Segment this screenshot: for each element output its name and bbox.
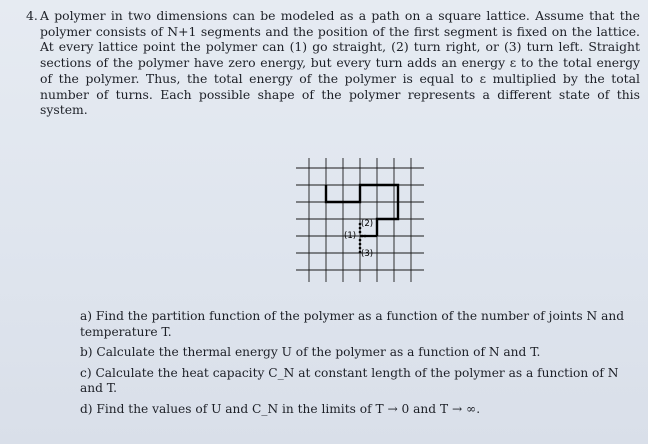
part-c: c) Calculate the heat capacity C_N at constant length of the polymer as a function of N and T. — [80, 365, 619, 396]
lattice-grid — [296, 158, 424, 282]
label-turn-right: (2) — [361, 219, 374, 229]
label-turn-left: (3) — [361, 249, 374, 259]
part-a: a) Find the partition function of the polymer as a function of the number of joints N and temperature T. — [80, 309, 625, 339]
part-b: b) Calculate the thermal energy U of the polymer as a function of N and T. — [80, 345, 541, 360]
problem-number: 4. — [26, 8, 38, 23]
problem-statement — [26, 8, 640, 118]
lattice-figure — [296, 158, 426, 288]
question-parts — [80, 309, 640, 423]
part-d: d) Find the values of U and C_N in the limits of T → 0 and T → ∞. — [80, 401, 481, 416]
label-straight: (1) — [344, 231, 357, 241]
problem-text: A polymer in two dimensions can be modeled as a path on a square lattice. Assume that the polymer consists of N+1 segments and the position of the first segment is fixed on the lattice. At every lattice point the polymer can (1) go straight, (2) turn right, or (3) turn left. Straight sections of the polymer have zero energy, but every turn adds an energy ε to the total energy of the polymer. Thus, the total energy of the polymer is equal to ε multiplied by the total number of turns. Each possible shape of the polymer represents a different state of this system. — [40, 8, 640, 118]
